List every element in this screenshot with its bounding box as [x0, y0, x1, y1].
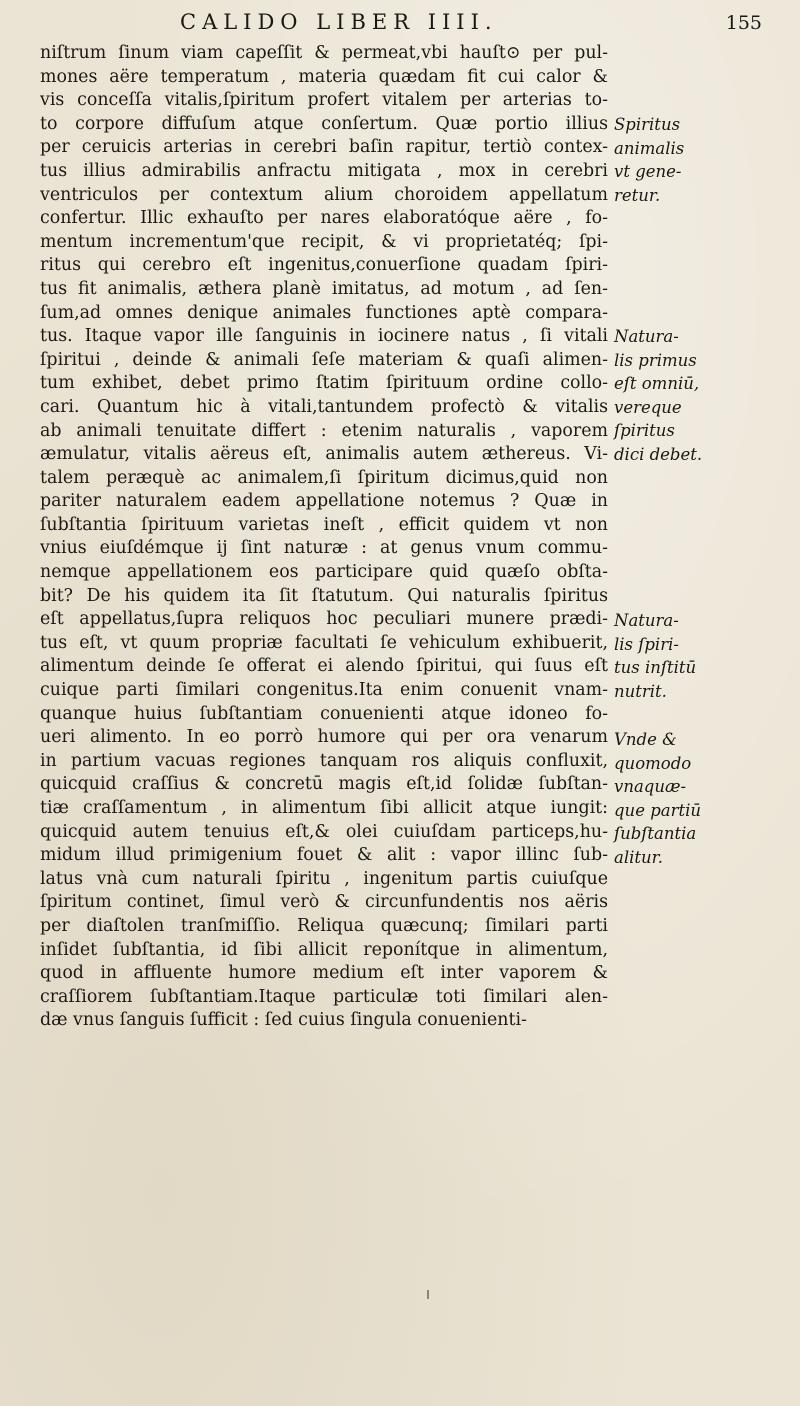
margin-note-line: vereque — [614, 397, 682, 417]
text-line: quod in affluente humore medium eſt inter vaporem & — [40, 963, 608, 984]
text-line: ab animali tenuitate differt : etenim naturalis , vaporem — [40, 420, 608, 441]
page-header — [40, 10, 780, 40]
margin-note-line: tus inſtitū — [614, 658, 697, 678]
text-line: ſpiritui , deinde & animali ſeſe materiam & quaſi alimen- — [40, 349, 608, 370]
text-line: tiæ craſſamentum , in alimentum ſibi allicit atque iungit: — [40, 798, 608, 818]
text-line: æmulatur, vitalis aëreus eſt, animalis autem æthereus. Vi- — [40, 444, 608, 465]
text-line: to corpore diffuſum atque conſertum. Quæ portio illius — [40, 113, 608, 134]
text-line: quicquid autem tenuius eſt,& olei cuiuſdam particeps,hu- — [40, 821, 608, 842]
text-line: niſtrum ſinum viam capeſſit & permeat,vbi hauſt⊙ per pul- — [40, 43, 608, 63]
text-line: ſum,ad omnes denique animales functiones aptè compara- — [40, 302, 608, 323]
text-line: per diaſtolen tranſmiſſio. Reliqua quæcunq; ſimilari parti — [40, 915, 608, 936]
text-line: midum illud primigenium fouet & alit : vapor illinc ſub- — [40, 845, 608, 866]
text-line: alimentum deinde ſe offerat ei alendo ſpiritui, qui ſuus eſt — [40, 656, 608, 677]
margin-note-line: que partiū — [614, 800, 702, 820]
text-line: inſidet ſubſtantia, id ſibi allicit reponítque in alimentum, — [40, 939, 608, 960]
text-line: cuique parti ſimilari congenitus.Ita enim conuenit vnam- — [40, 680, 608, 701]
text-line: mones aëre temperatum , materia quædam fit cui calor & — [40, 66, 608, 87]
text-line: tum exhibet, debet primo ſtatim ſpirituum ordine collo- — [40, 373, 608, 394]
text-line: ſubſtantia ſpirituum varietas ineſt , efficit quidem vt non — [40, 514, 608, 535]
text-line: confertur. Illic exhauſto per nares elaboratóque aëre , fo- — [40, 208, 608, 229]
running-title: CALIDO LIBER IIII. — [180, 10, 498, 34]
text-line: in partium vacuas regiones tanquam ros aliquis confluxit, — [40, 750, 608, 771]
text-line: ritus qui cerebro eſt ingenitus,conuerſione quadam ſpiri- — [40, 255, 608, 276]
margin-note-line: quomodo — [614, 753, 692, 773]
text-line: latus vnà cum naturali ſpiritu , ingenitum partis cuiuſque — [40, 868, 608, 889]
main-text-column — [40, 42, 608, 1033]
text-line: per ceruicis arterias in cerebri baſin rapitur, tertiò contex- — [40, 137, 608, 158]
text-line: pariter naturalem eadem appellatione notemus ? Quæ in — [40, 491, 608, 512]
text-line: ſpiritum continet, ſimul verò & circunfundentis nos aëris — [40, 892, 608, 913]
text-line: mentum incrementum'que recipit, & vi proprietatéq; ſpi- — [40, 231, 608, 252]
margin-note-line: animalis — [614, 138, 685, 158]
text-line: ventriculos per contextum alium choroidem appellatum — [40, 184, 608, 205]
text-line: bit? De his quidem ita ſit ſtatutum. Qui naturalis ſpiritus — [40, 585, 608, 606]
margin-note-naturalis-nutrit — [614, 609, 794, 703]
margin-note-naturalis-primus — [614, 325, 794, 467]
margin-note-line: ſubſtantia — [614, 824, 697, 844]
text-line: tus fit animalis, æthera planè imitatus, ad motum , ad ſen- — [40, 278, 608, 299]
text-line: nemque appellationem eos participare quid quæſo obſta- — [40, 562, 608, 583]
margin-note-line: alitur. — [614, 847, 663, 867]
margin-note-line: vt gene- — [614, 162, 682, 182]
margin-note-line: retur. — [614, 185, 661, 205]
margin-note-line: Spiritus — [614, 115, 681, 134]
margin-note-line: Natura- — [614, 327, 679, 346]
margin-note-line: Natura- — [614, 611, 679, 630]
text-line: cari. Quantum hic à vitali,tantundem profectò & vitalis — [40, 396, 608, 417]
text-line: ueri alimento. In eo porrò humore qui per ora venarum — [40, 727, 608, 748]
text-line: tus illius admirabilis anfractu mitigata , mox in cerebri — [40, 160, 608, 181]
margin-note-line: ſpiritus — [614, 421, 675, 441]
margin-note-vnde-quomodo — [614, 728, 794, 870]
margin-note-line: vnaquæ- — [614, 777, 687, 797]
text-line: craſſiorem ſubſtantiam.Itaque particulæ toti ſimilari alen- — [40, 986, 608, 1007]
text-line: dæ vnus ſanguis ſufficit : ſed cuius ſingula conuenienti- — [40, 1010, 527, 1031]
text-line: quanque huius ſubſtantiam conuenienti atque idoneo fo- — [40, 703, 608, 724]
text-line: tus. Itaque vapor ille ſanguinis in iocinere natus , ſi vitali — [40, 326, 608, 347]
text-line: vnius eiuſdémque ij ſint naturæ : at genus vnum commu- — [40, 538, 608, 559]
margin-note-spiritus-animalis — [614, 113, 794, 207]
text-line: quicquid craſſius & concretū magis eſt,id ſolidæ ſubſtan- — [40, 774, 608, 795]
text-line: tus eſt, vt quum propriæ facultati ſe vehiculum exhibuerit, — [40, 632, 608, 653]
margin-note-line: lis ſpiri- — [614, 634, 679, 654]
text-line: talem peræquè ac animalem,ſi ſpiritum dicimus,quid non — [40, 467, 608, 488]
text-line: vis conceſſa vitalis,ſpiritum profert vitalem per arterias to- — [40, 90, 608, 111]
margin-note-line: dici debet. — [614, 444, 703, 464]
text-line: eſt appellatus,ſupra reliquos hoc peculiari munere prædi- — [40, 609, 608, 630]
paper-fleck — [427, 1290, 429, 1299]
margin-note-line: eſt omniū, — [614, 374, 700, 394]
margin-note-line: Vnde & — [614, 730, 677, 749]
page-number: 155 — [725, 12, 762, 34]
margin-note-line: lis primus — [614, 350, 697, 370]
margin-note-line: nutrit. — [614, 681, 667, 701]
